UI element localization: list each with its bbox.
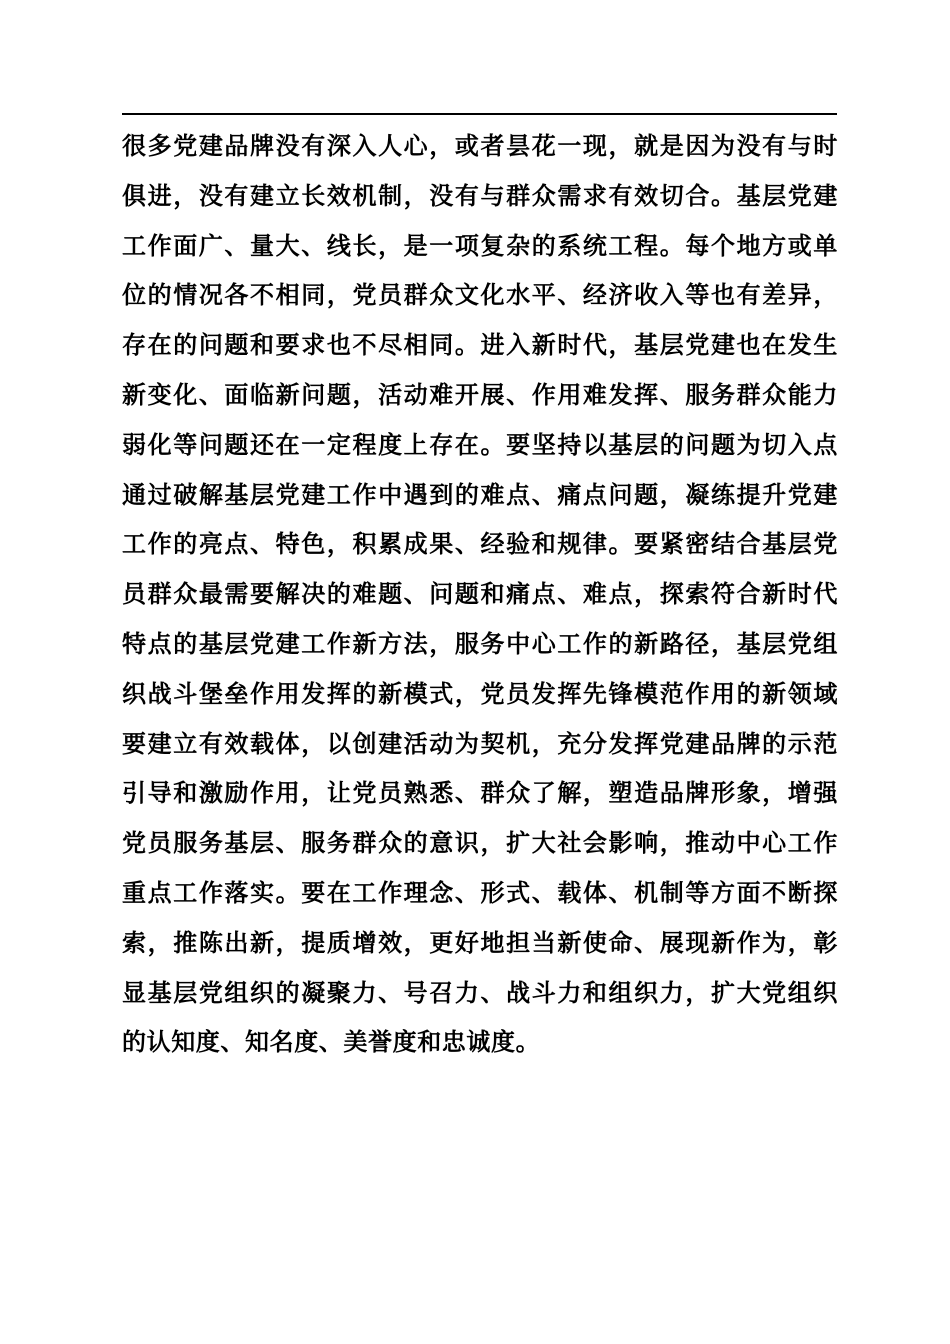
text-line: 俱进，没有建立长效机制，没有与群众需求有效切合。基层党建 [122, 181, 838, 210]
text-line: 引导和激励作用，让党员熟悉、群众了解，塑造品牌形象，增强 [122, 779, 838, 808]
header-rule [122, 113, 837, 115]
text-line: 通过破解基层党建工作中遇到的难点、痛点问题，凝练提升党建 [122, 480, 838, 509]
text-line: 存在的问题和要求也不尽相同。进入新时代，基层党建也在发生 [122, 331, 838, 360]
text-line: 员群众最需要解决的难题、问题和痛点、难点，探索符合新时代 [122, 580, 838, 609]
text-line: 弱化等问题还在一定程度上存在。要坚持以基层的问题为切入点 [122, 430, 838, 459]
text-line: 很多党建品牌没有深入人心，或者昙花一现，就是因为没有与时 [122, 132, 838, 160]
text-line: 织战斗堡垒作用发挥的新模式，党员发挥先锋模范作用的新领域 [122, 679, 838, 708]
text-line: 显基层党组织的凝聚力、号召力、战斗力和组织力，扩大党组织 [122, 978, 838, 1007]
text-line: 新变化、面临新问题，活动难开展、作用难发挥、服务群众能力 [122, 380, 838, 409]
text-line: 位的情况各不相同，党员群众文化水平、经济收入等也有差异， [122, 281, 838, 310]
text-line: 要建立有效载体，以创建活动为契机，充分发挥党建品牌的示范 [122, 729, 838, 758]
text-line: 工作面广、量大、线长，是一项复杂的系统工程。每个地方或单 [122, 231, 838, 260]
text-line: 特点的基层党建工作新方法，服务中心工作的新路径，基层党组 [122, 629, 838, 658]
text-line: 工作的亮点、特色，积累成果、经验和规律。要紧密结合基层党 [122, 530, 838, 559]
body-paragraph [122, 122, 838, 1068]
text-line: 党员服务基层、服务群众的意识，扩大社会影响，推动中心工作 [122, 829, 838, 858]
text-line: 的认知度、知名度、美誉度和忠诚度。 [122, 1028, 541, 1057]
text-line: 重点工作落实。要在工作理念、形式、载体、机制等方面不断探 [122, 878, 838, 907]
text-line: 索，推陈出新，提质增效，更好地担当新使命、展现新作为，彰 [122, 928, 838, 957]
